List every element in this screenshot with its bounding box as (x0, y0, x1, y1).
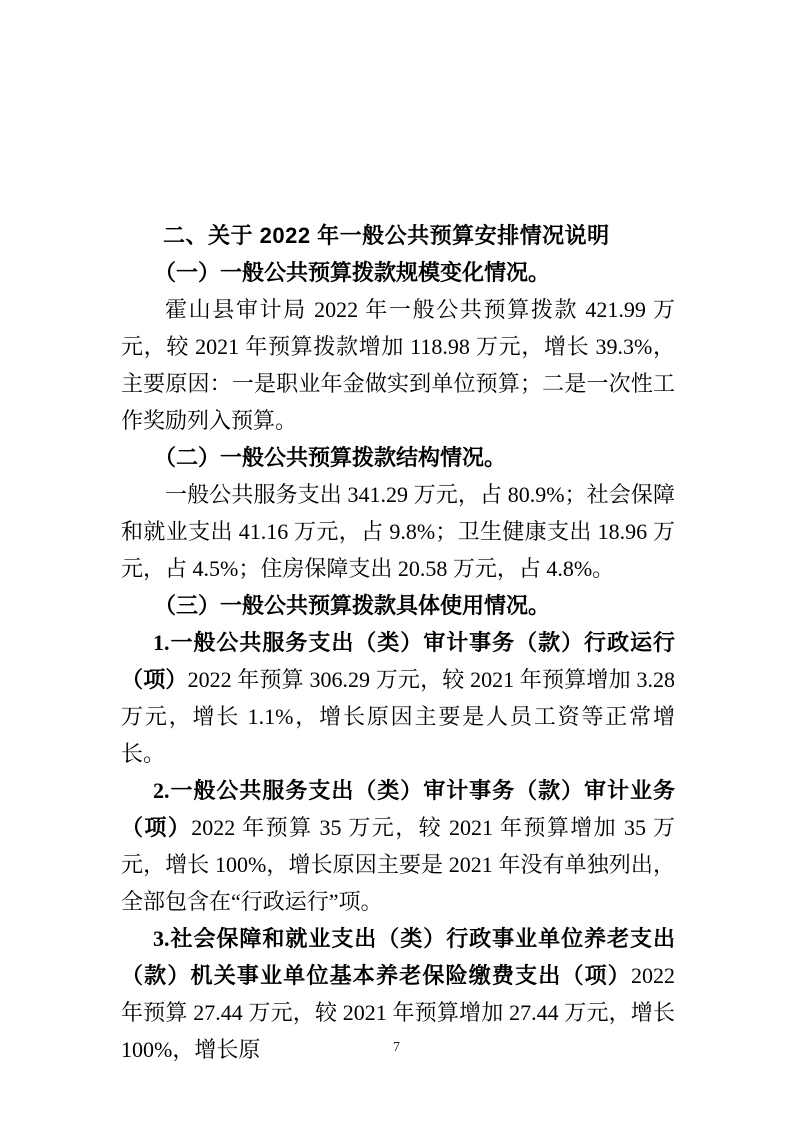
budget-item-2 (121, 772, 675, 920)
budget-item-1-body: 2022 年预算 306.29 万元，较 2021 年预算增加 3.28 万元，增长 1.1%，增长原因主要是人员工资等正常增长。 (121, 667, 675, 766)
document-title: 二、关于 2022 年一般公共预算安排情况说明 (163, 223, 610, 248)
section-3-heading: （三）一般公共预算拨款具体使用情况。 (154, 593, 551, 618)
section-1-paragraph: 霍山县审计局 2022 年一般公共预算拨款 421.99 万元，较 2021 年预算拨款增加 118.98 万元，增长 39.3%，主要原因：一是职业年金做实到单位预算；二是一次性工作奖励列入预算。 (121, 297, 675, 433)
budget-item-2-lead: 2.一般公共服务支出（类）审计事务（款）审计业务（项） (121, 778, 675, 840)
budget-item-3-lead: 3.社会保障和就业支出（类）行政事业单位养老支出（款）机关事业单位基本养老保险缴费支出（项） (121, 926, 675, 988)
section-1-heading: （一）一般公共预算拨款规模变化情况。 (154, 260, 551, 285)
budget-item-1 (121, 624, 675, 772)
document-body (121, 217, 675, 1068)
budget-item-1-lead: 1.一般公共服务支出（类）审计事务（款）行政运行（项） (121, 630, 675, 692)
section-2-paragraph: 一般公共服务支出 341.29 万元，占 80.9%；社会保障和就业支出 41.16 万元，占 9.8%；卫生健康支出 18.96 万元，占 4.5%；住房保障支出 20.58 万元，占 4.8%。 (121, 482, 675, 581)
page-number: 7 (393, 1040, 400, 1055)
budget-item-2-body: 2022 年预算 35 万元，较 2021 年预算增加 35 万元，增长 100%，增长原因主要是 2021 年没有单独列出，全部包含在“行政运行”项。 (121, 815, 675, 914)
budget-item-3-body: 2022 年预算 27.44 万元，较 2021 年预算增加 27.44 万元，增长 100%，增长原 (121, 963, 675, 1062)
section-2-heading: （二）一般公共预算拨款结构情况。 (154, 445, 507, 470)
